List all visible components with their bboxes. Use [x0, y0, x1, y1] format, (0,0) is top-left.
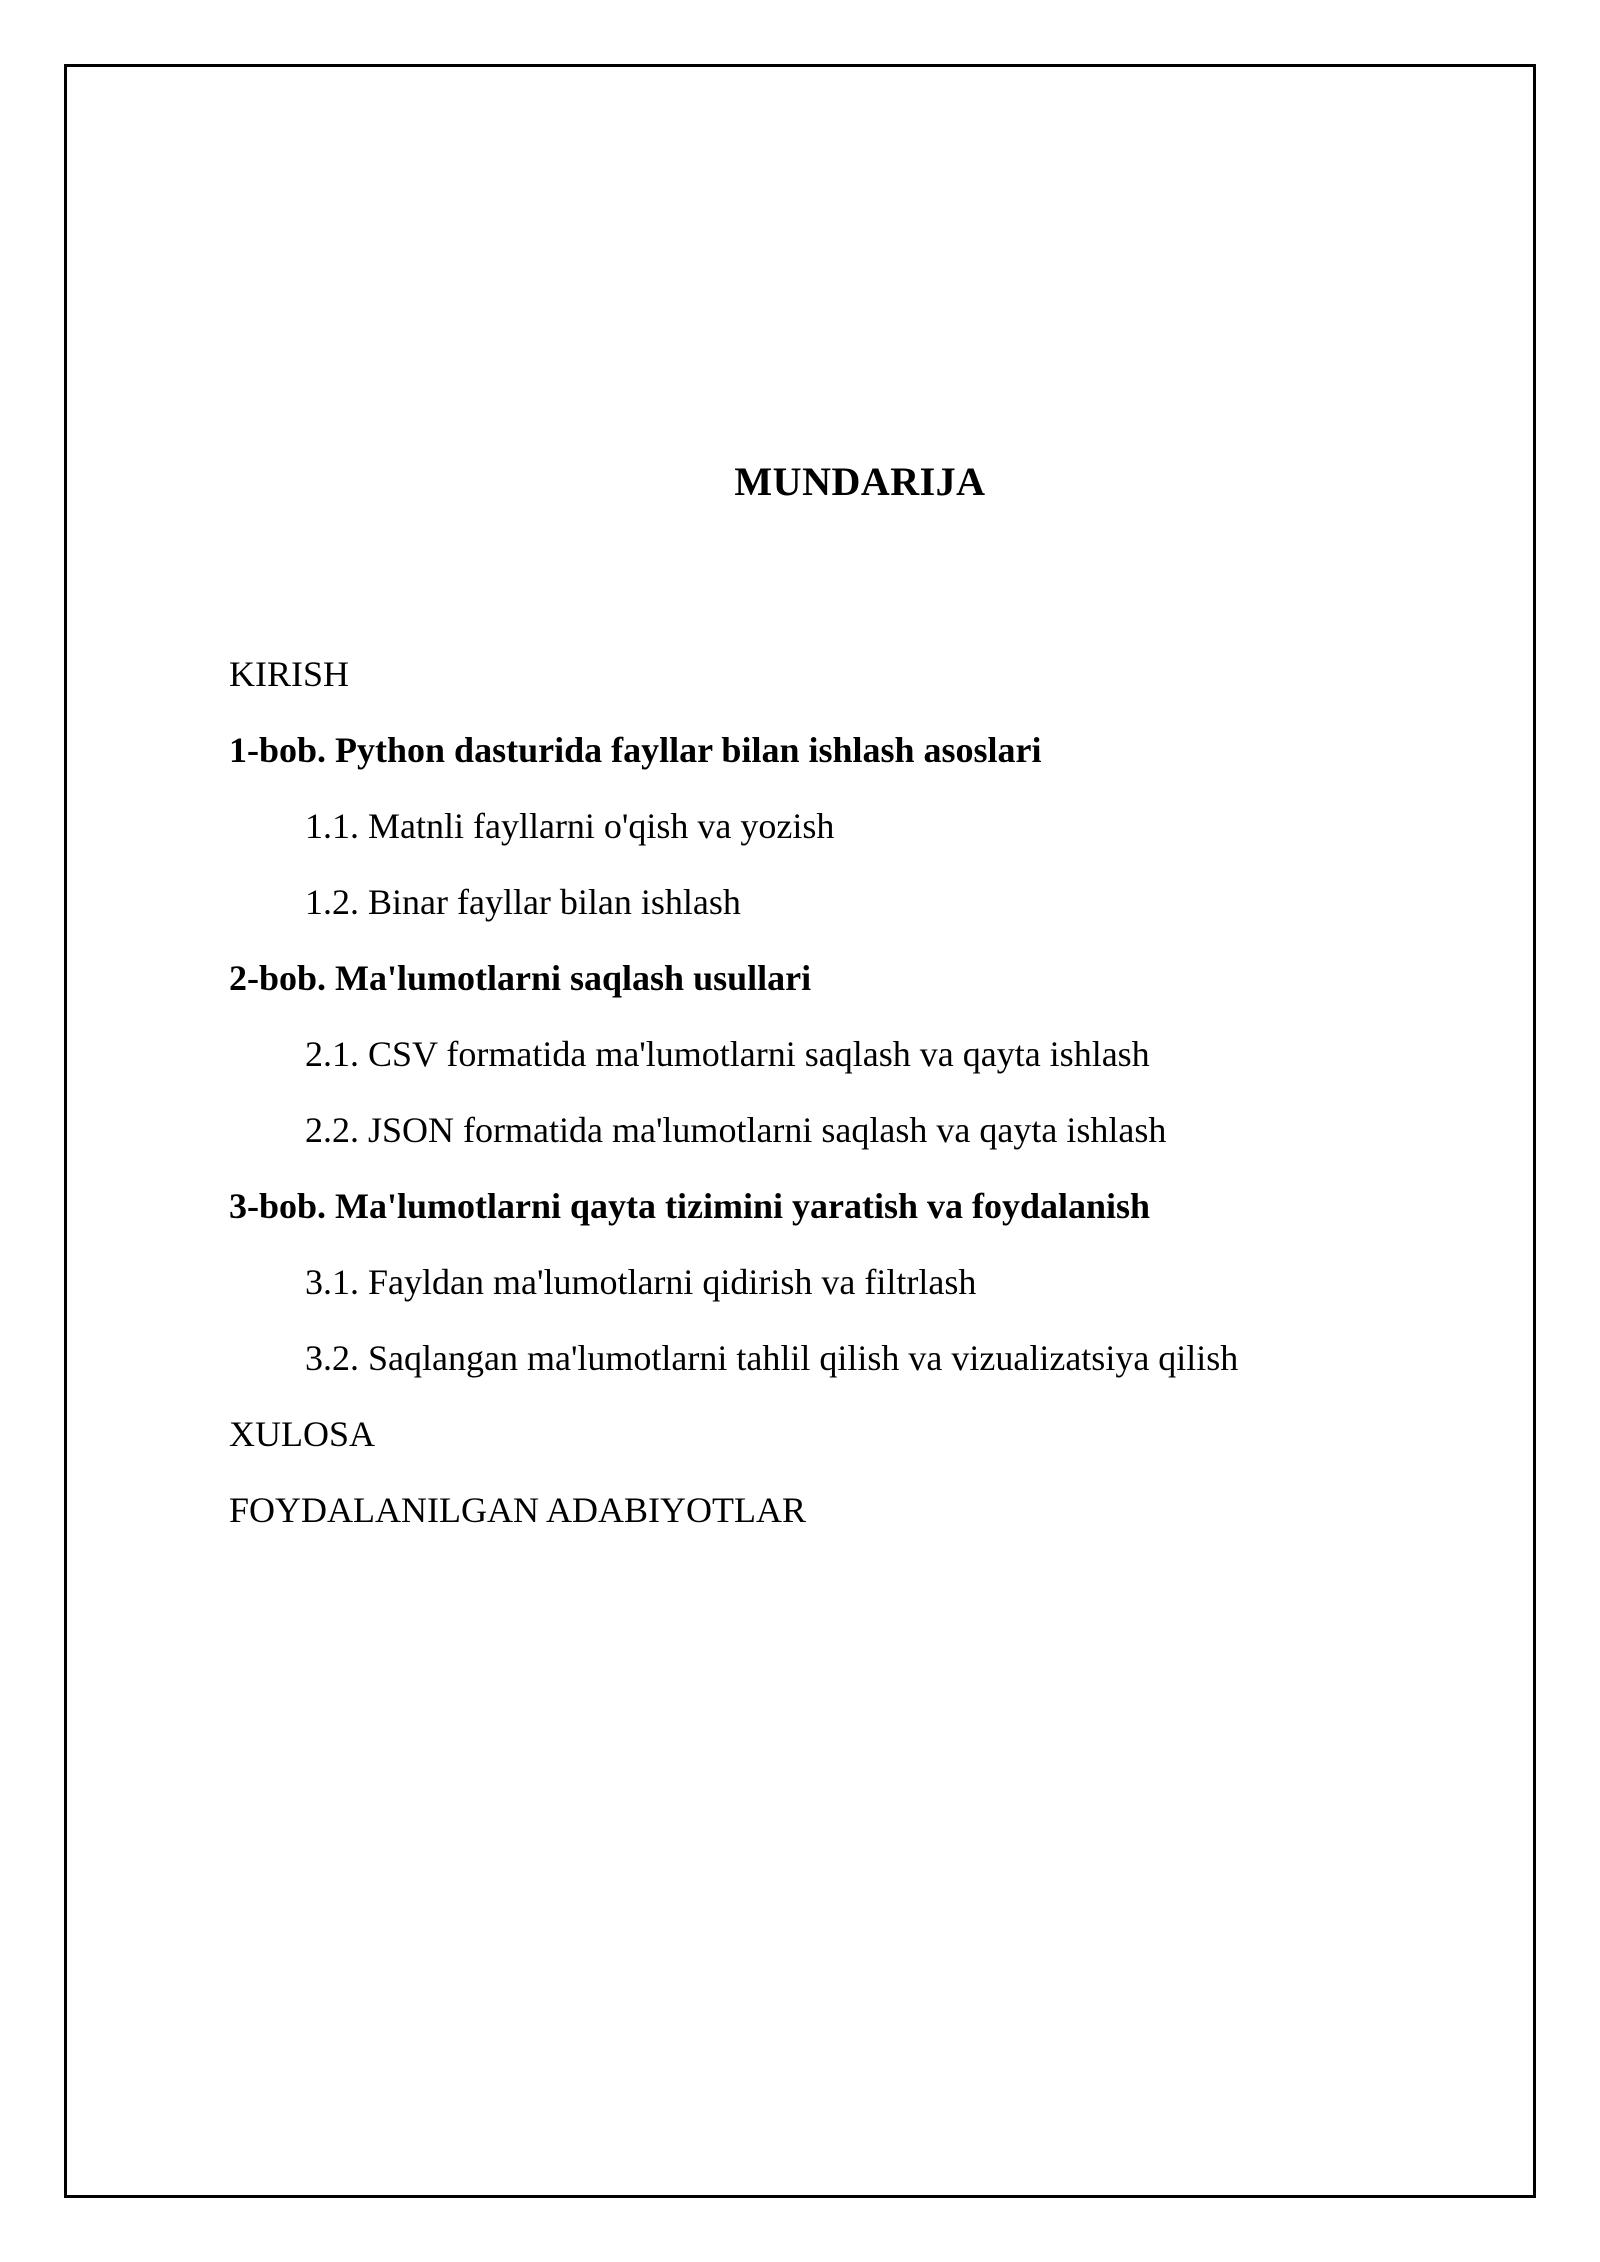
toc-item-conclusion: XULOSA	[229, 1414, 376, 1454]
table-of-contents	[229, 636, 1238, 1548]
toc-section-1-1: 1.1. Matnli fayllarni o'qish va yozish	[305, 806, 835, 846]
toc-section-1-2: 1.2. Binar fayllar bilan ishlash	[305, 882, 741, 922]
toc-item-introduction: KIRISH	[229, 654, 350, 694]
toc-chapter-2: 2-bob. Ma'lumotlarni saqlash usullari	[229, 958, 812, 998]
toc-section-3-1: 3.1. Fayldan ma'lumotlarni qidirish va filtrlash	[305, 1262, 977, 1302]
toc-chapter-3: 3-bob. Ma'lumotlarni qayta tizimini yaratish va foydalanish	[229, 1186, 1151, 1226]
page-title: MUNDARIJA	[734, 459, 986, 504]
toc-item-references: FOYDALANILGAN ADABIYOTLAR	[229, 1490, 806, 1530]
toc-chapter-1: 1-bob. Python dasturida fayllar bilan ishlash asoslari	[229, 730, 1042, 770]
toc-section-3-2: 3.2. Saqlangan ma'lumotlarni tahlil qilish va vizualizatsiya qilish	[305, 1338, 1239, 1378]
toc-section-2-1: 2.1. CSV formatida ma'lumotlarni saqlash va qayta ishlash	[305, 1034, 1150, 1074]
toc-section-2-2: 2.2. JSON formatida ma'lumotlarni saqlash va qayta ishlash	[305, 1110, 1167, 1150]
